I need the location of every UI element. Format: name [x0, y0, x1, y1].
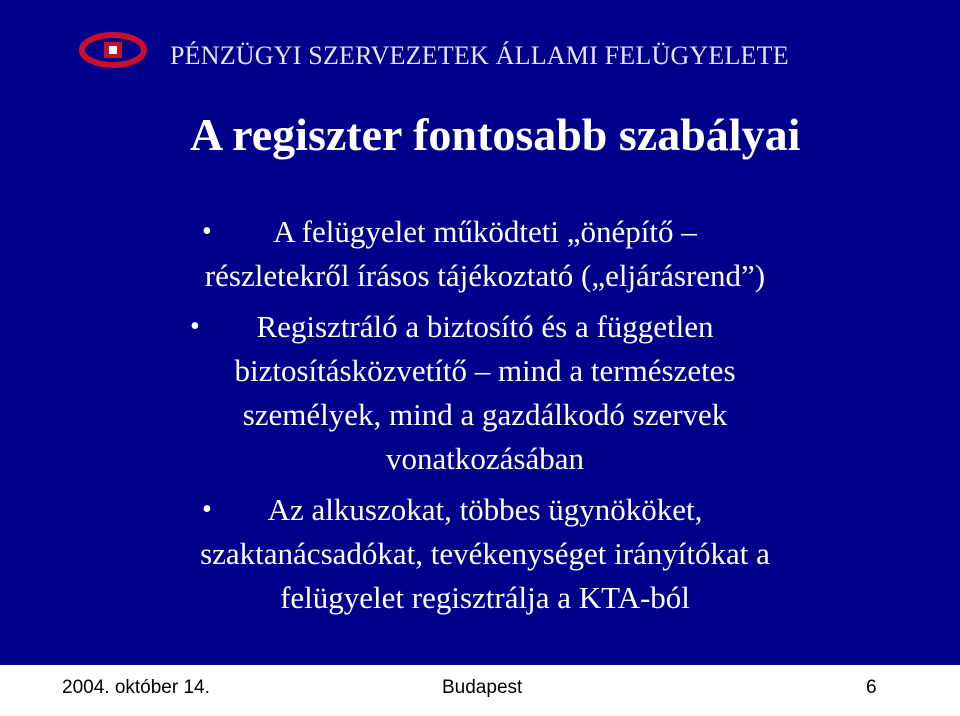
bullet-marker: •: [202, 494, 212, 525]
slide-title: A regiszter fontosabb szabályai: [190, 109, 801, 160]
bullet-list: [120, 210, 850, 620]
bullet-text-line: vonatkozásában: [386, 441, 584, 476]
bullet-marker: •: [190, 311, 200, 342]
bullet-text-line: felügyelet regisztrálja a KTA-ból: [280, 580, 690, 615]
slide-footer: [0, 665, 960, 716]
bullet-text-line: szaktanácsadókat, tevékenységet irányítókat a: [200, 536, 770, 571]
bullet-text-line: személyek, mind a gazdálkodó szervek: [242, 397, 728, 432]
pszaf-logo-icon: [78, 30, 148, 70]
bullet-item: [120, 488, 850, 620]
footer-date: 2004. október 14.: [62, 677, 210, 698]
footer-place: Budapest: [442, 677, 523, 698]
bullet-item: [120, 210, 850, 298]
page-number: 6: [866, 677, 877, 698]
bullet-marker: •: [202, 216, 212, 247]
bullet-text-line: Regisztráló a biztosító és a független: [256, 309, 714, 344]
bullet-text-line: A felügyelet működteti „önépítő –: [273, 214, 697, 249]
organization-name: PÉNZÜGYI SZERVEZETEK ÁLLAMI FELÜGYELETE: [170, 41, 789, 70]
bullet-text-line: biztosításközvetítő – mind a természetes: [234, 353, 736, 388]
bullet-item: [120, 305, 850, 481]
bullet-text-line: Az alkuszokat, többes ügynököket,: [267, 492, 703, 527]
bullet-text-line: részletekről írásos tájékoztató („eljárásrend”): [204, 258, 766, 293]
